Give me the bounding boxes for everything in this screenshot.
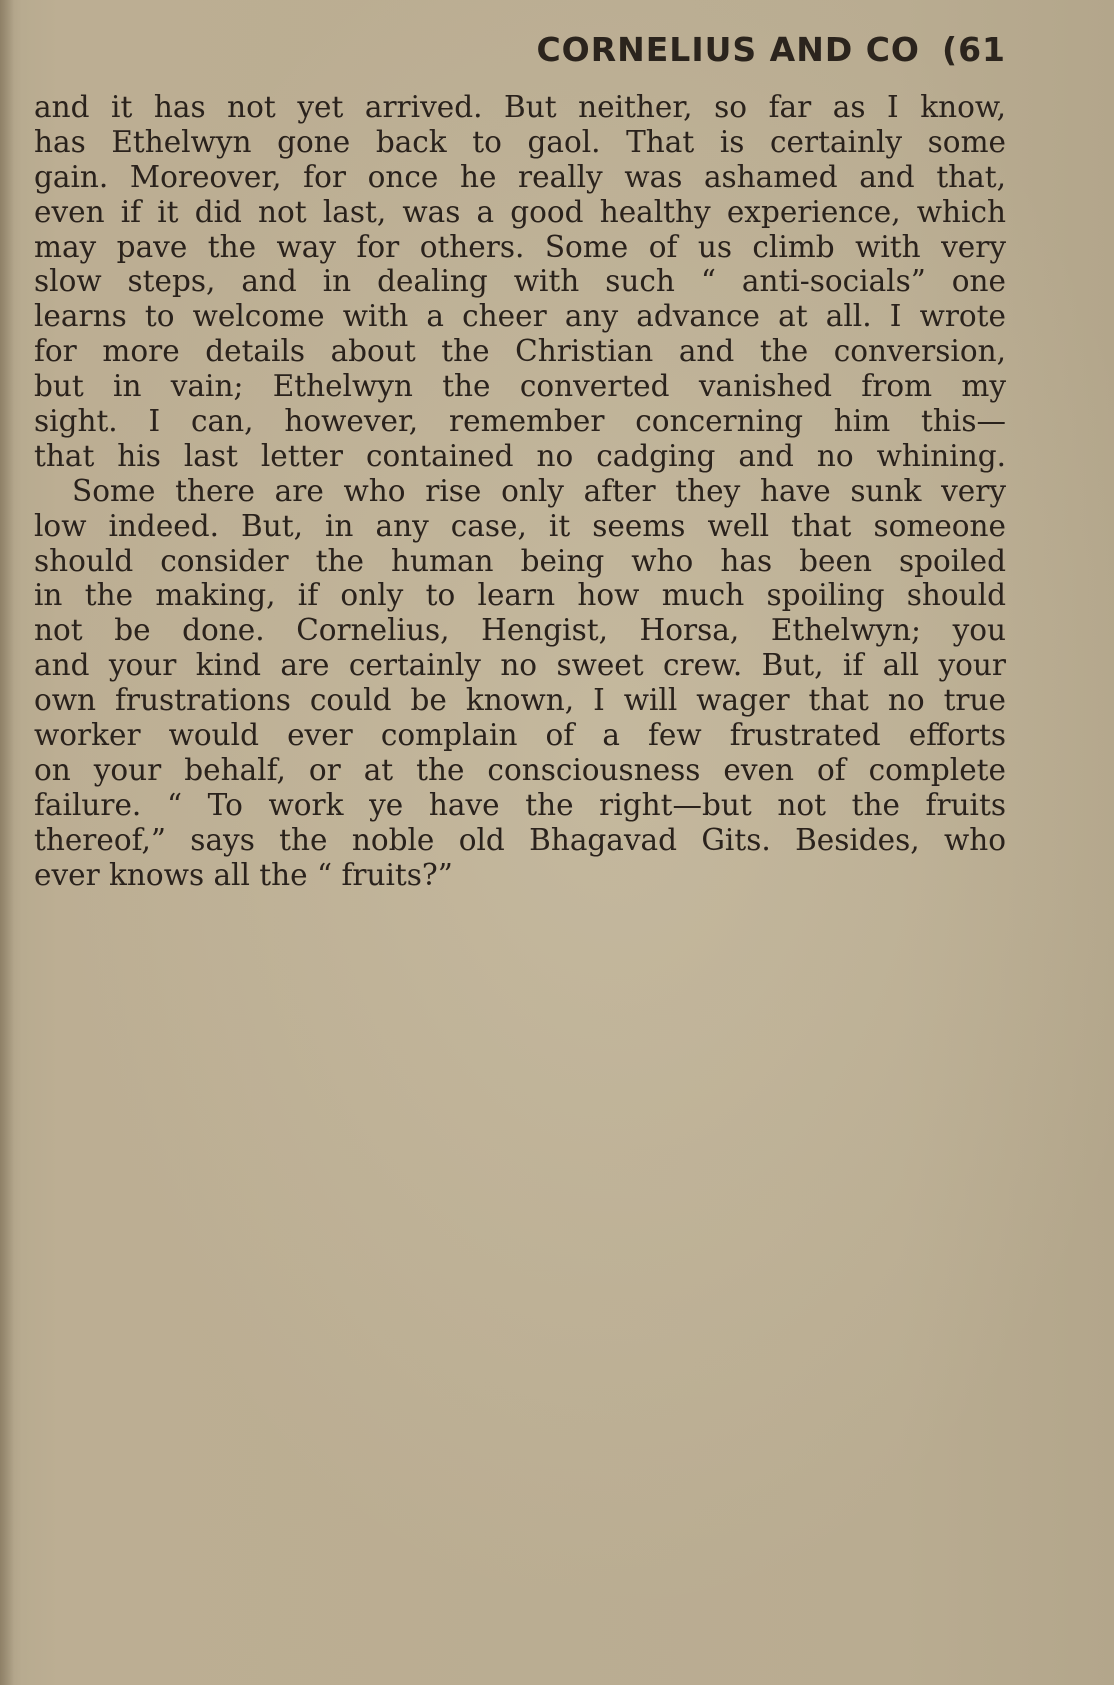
running-head-title: CORNELIUS AND CO bbox=[536, 30, 920, 69]
text-line: worker would ever complain of a few frustrated efforts bbox=[34, 718, 1006, 753]
paragraph-first-line: Some there are who rise only after they have sunk very bbox=[72, 473, 1006, 508]
text-line: not be done. Cornelius, Hengist, Horsa, Ethelwyn; you bbox=[34, 613, 1006, 648]
text-line: in the making, if only to learn how much spoiling should bbox=[34, 578, 1006, 613]
text-line: slow steps, and in dealing with such “ anti-socials” one bbox=[34, 264, 1006, 299]
text-line: has Ethelwyn gone back to gaol. That is certainly some bbox=[34, 124, 1006, 159]
text-line: low indeed. But, in any case, it seems well that someone bbox=[34, 508, 1006, 543]
text-line: for more details about the Christian and the conversion, bbox=[34, 334, 1006, 369]
body-text bbox=[34, 90, 1006, 892]
text-line: failure. “ To work ye have the right—but not the fruits bbox=[34, 787, 1006, 822]
text-line: on your behalf, or at the consciousness even of complete bbox=[34, 752, 1006, 787]
text-line: but in vain; Ethelwyn the converted vanished from my bbox=[34, 369, 1006, 404]
page-gutter-shadow bbox=[0, 0, 14, 1685]
text-line: gain. Moreover, for once he really was ashamed and that, bbox=[34, 159, 1006, 194]
text-line: and it has not yet arrived. But neither, so far as I know, bbox=[34, 90, 1006, 124]
text-line: that his last letter contained no cadging and no whining. bbox=[34, 438, 1006, 473]
text-line: learns to welcome with a cheer any advance at all. I wrote bbox=[34, 299, 1006, 334]
text-line: even if it did not last, was a good healthy experience, which bbox=[34, 194, 1006, 229]
text-line: should consider the human being who has been spoiled bbox=[34, 543, 1006, 578]
page-number: (61 bbox=[941, 30, 1006, 69]
text-line: and your kind are certainly no sweet crew. But, if all your bbox=[34, 648, 1006, 683]
text-line: may pave the way for others. Some of us climb with very bbox=[34, 229, 1006, 264]
text-line: thereof,” says the noble old Bhagavad Gits. Besides, who bbox=[34, 822, 1006, 857]
paragraph-last-line: ever knows all the “ fruits?” bbox=[34, 857, 453, 892]
running-head bbox=[536, 30, 1006, 69]
text-line: own frustrations could be known, I will wager that no true bbox=[34, 683, 1006, 718]
text-line: sight. I can, however, remember concerning him this— bbox=[34, 404, 1006, 439]
